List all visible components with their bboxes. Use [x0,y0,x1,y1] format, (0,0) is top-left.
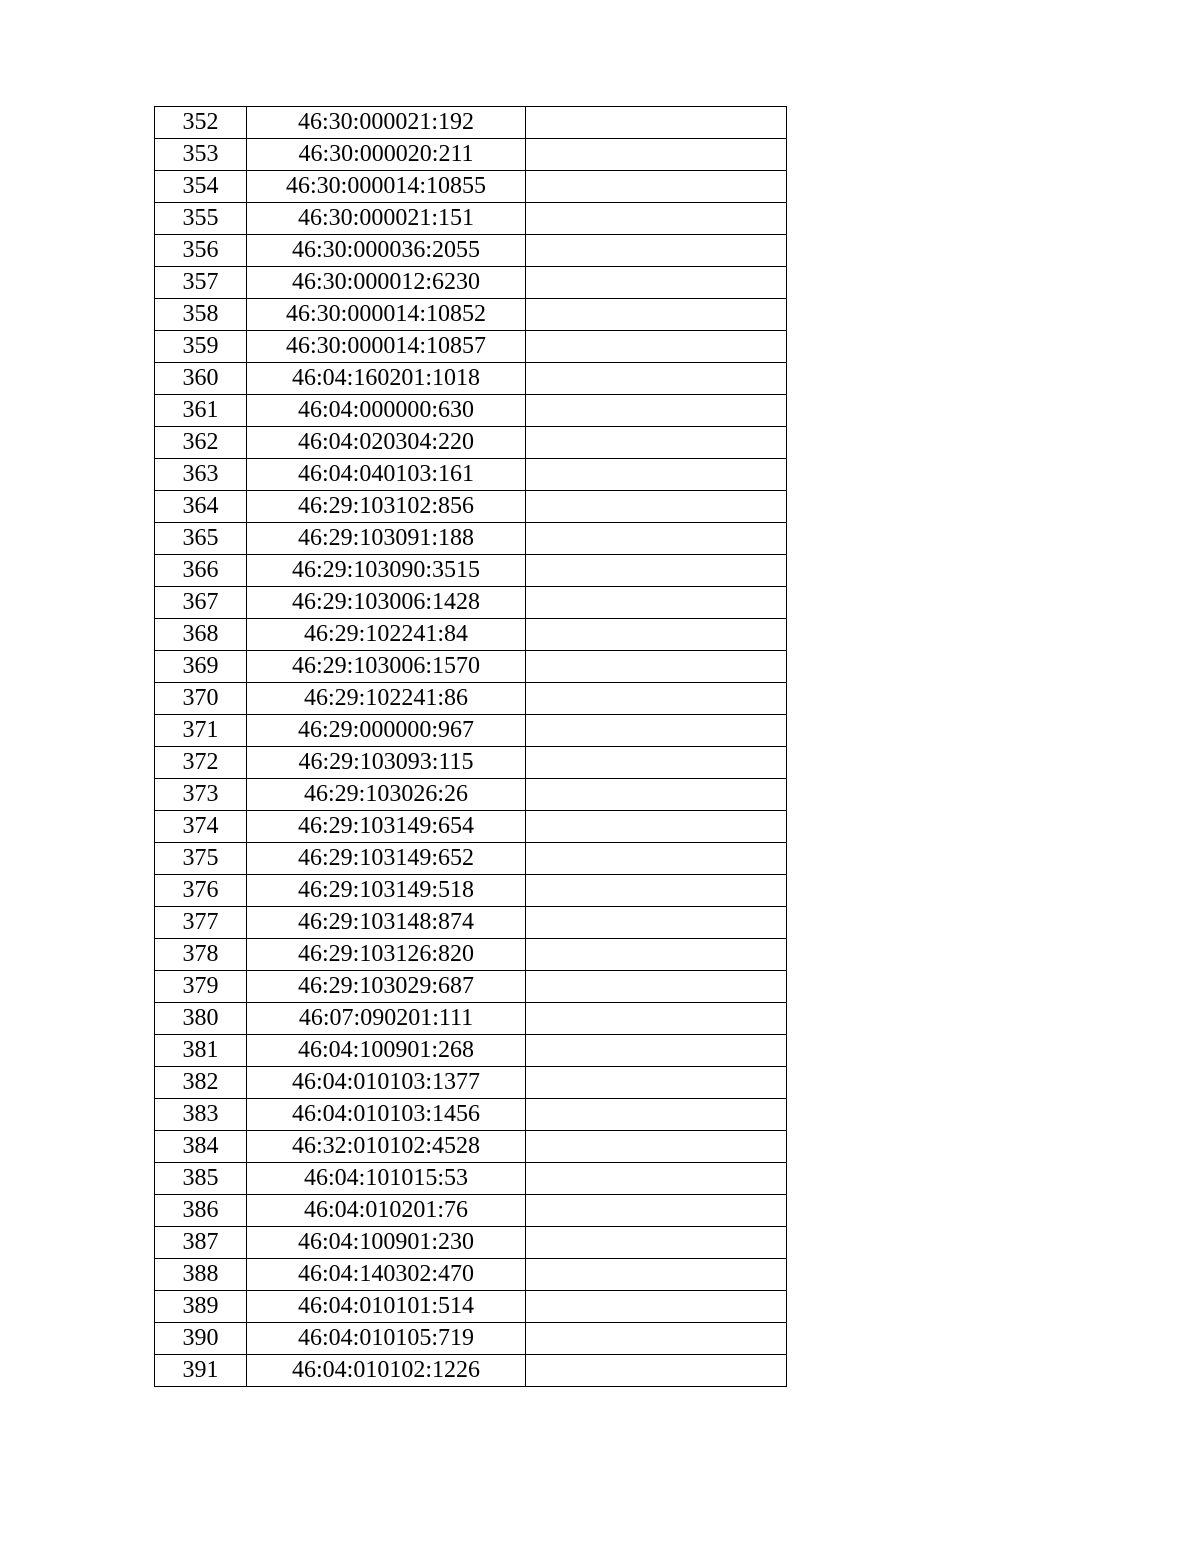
cadastral-number-cell: 46:04:000000:630 [247,395,526,427]
row-number-cell: 354 [155,171,247,203]
cadastral-number-cell: 46:04:010103:1377 [247,1067,526,1099]
cadastral-number-cell: 46:29:103026:26 [247,779,526,811]
row-number-cell: 372 [155,747,247,779]
cadastral-number-cell: 46:04:100901:230 [247,1227,526,1259]
cadastral-number-cell: 46:30:000021:192 [247,107,526,139]
empty-note-cell [526,1195,787,1227]
table-body [155,107,787,1387]
row-number-cell: 387 [155,1227,247,1259]
cadastral-number-cell: 46:04:040103:161 [247,459,526,491]
table-row [155,683,787,715]
empty-note-cell [526,619,787,651]
empty-note-cell [526,555,787,587]
cadastral-number-cell: 46:04:160201:1018 [247,363,526,395]
table-row [155,619,787,651]
empty-note-cell [526,139,787,171]
row-number-cell: 386 [155,1195,247,1227]
table-row [155,779,787,811]
table-row [155,1195,787,1227]
cadastral-number-cell: 46:29:103090:3515 [247,555,526,587]
row-number-cell: 384 [155,1131,247,1163]
row-number-cell: 376 [155,875,247,907]
empty-note-cell [526,395,787,427]
cadastral-number-cell: 46:04:010105:719 [247,1323,526,1355]
row-number-cell: 364 [155,491,247,523]
row-number-cell: 366 [155,555,247,587]
table-row [155,523,787,555]
cadastral-number-cell: 46:29:103093:115 [247,747,526,779]
empty-note-cell [526,971,787,1003]
empty-note-cell [526,1099,787,1131]
table-row [155,747,787,779]
row-number-cell: 363 [155,459,247,491]
cadastral-number-cell: 46:29:103149:652 [247,843,526,875]
empty-note-cell [526,651,787,683]
cadastral-number-cell: 46:04:010201:76 [247,1195,526,1227]
empty-note-cell [526,1323,787,1355]
row-number-cell: 357 [155,267,247,299]
cadastral-number-cell: 46:29:103029:687 [247,971,526,1003]
table-row [155,107,787,139]
empty-note-cell [526,491,787,523]
row-number-cell: 381 [155,1035,247,1067]
table-row [155,651,787,683]
cadastral-number-cell: 46:04:010101:514 [247,1291,526,1323]
table-row [155,331,787,363]
cadastral-number-cell: 46:29:000000:967 [247,715,526,747]
row-number-cell: 390 [155,1323,247,1355]
cadastral-number-cell: 46:29:103006:1428 [247,587,526,619]
cadastral-number-cell: 46:30:000014:10855 [247,171,526,203]
table-row [155,363,787,395]
empty-note-cell [526,1035,787,1067]
row-number-cell: 377 [155,907,247,939]
empty-note-cell [526,843,787,875]
empty-note-cell [526,747,787,779]
table-row [155,715,787,747]
table-row [155,1131,787,1163]
cadastral-number-cell: 46:29:103102:856 [247,491,526,523]
empty-note-cell [526,107,787,139]
cadastral-number-cell: 46:29:103149:654 [247,811,526,843]
row-number-cell: 370 [155,683,247,715]
row-number-cell: 379 [155,971,247,1003]
table-row [155,427,787,459]
empty-note-cell [526,1131,787,1163]
cadastral-number-table [154,106,787,1387]
row-number-cell: 389 [155,1291,247,1323]
empty-note-cell [526,715,787,747]
cadastral-number-cell: 46:30:000014:10857 [247,331,526,363]
row-number-cell: 383 [155,1099,247,1131]
cadastral-number-cell: 46:30:000014:10852 [247,299,526,331]
row-number-cell: 388 [155,1259,247,1291]
row-number-cell: 375 [155,843,247,875]
empty-note-cell [526,587,787,619]
empty-note-cell [526,459,787,491]
table-row [155,971,787,1003]
cadastral-number-cell: 46:30:000021:151 [247,203,526,235]
table-row [155,1227,787,1259]
table-row [155,587,787,619]
empty-note-cell [526,1163,787,1195]
table-row [155,203,787,235]
row-number-cell: 369 [155,651,247,683]
row-number-cell: 356 [155,235,247,267]
empty-note-cell [526,875,787,907]
table-row [155,1259,787,1291]
cadastral-number-cell: 46:29:103091:188 [247,523,526,555]
cadastral-number-cell: 46:04:010103:1456 [247,1099,526,1131]
row-number-cell: 380 [155,1003,247,1035]
cadastral-number-cell: 46:30:000020:211 [247,139,526,171]
empty-note-cell [526,267,787,299]
row-number-cell: 371 [155,715,247,747]
table-row [155,811,787,843]
empty-note-cell [526,1067,787,1099]
table-row [155,843,787,875]
table-row [155,267,787,299]
empty-note-cell [526,1291,787,1323]
empty-note-cell [526,427,787,459]
cadastral-number-cell: 46:32:010102:4528 [247,1131,526,1163]
table-row [155,1323,787,1355]
empty-note-cell [526,299,787,331]
table-row [155,1163,787,1195]
cadastral-number-cell: 46:04:010102:1226 [247,1355,526,1387]
row-number-cell: 374 [155,811,247,843]
table-row [155,171,787,203]
table-row [155,907,787,939]
row-number-cell: 378 [155,939,247,971]
table-row [155,875,787,907]
empty-note-cell [526,1355,787,1387]
cadastral-number-cell: 46:29:103149:518 [247,875,526,907]
cadastral-number-cell: 46:04:020304:220 [247,427,526,459]
empty-note-cell [526,1227,787,1259]
row-number-cell: 355 [155,203,247,235]
row-number-cell: 385 [155,1163,247,1195]
empty-note-cell [526,203,787,235]
row-number-cell: 367 [155,587,247,619]
row-number-cell: 353 [155,139,247,171]
cadastral-number-cell: 46:07:090201:111 [247,1003,526,1035]
table-row [155,491,787,523]
table-row [155,459,787,491]
cadastral-number-cell: 46:04:140302:470 [247,1259,526,1291]
empty-note-cell [526,363,787,395]
cadastral-number-cell: 46:30:000012:6230 [247,267,526,299]
table-row [155,939,787,971]
row-number-cell: 360 [155,363,247,395]
cadastral-number-cell: 46:29:103006:1570 [247,651,526,683]
cadastral-number-cell: 46:29:102241:84 [247,619,526,651]
row-number-cell: 352 [155,107,247,139]
empty-note-cell [526,811,787,843]
cadastral-number-cell: 46:29:102241:86 [247,683,526,715]
table-row [155,395,787,427]
row-number-cell: 359 [155,331,247,363]
cadastral-number-cell: 46:04:101015:53 [247,1163,526,1195]
row-number-cell: 362 [155,427,247,459]
row-number-cell: 382 [155,1067,247,1099]
table-row [155,1067,787,1099]
table-row [155,1355,787,1387]
row-number-cell: 358 [155,299,247,331]
row-number-cell: 361 [155,395,247,427]
table-row [155,235,787,267]
cadastral-number-cell: 46:29:103148:874 [247,907,526,939]
empty-note-cell [526,683,787,715]
empty-note-cell [526,171,787,203]
table-row [155,139,787,171]
empty-note-cell [526,331,787,363]
cadastral-number-cell: 46:30:000036:2055 [247,235,526,267]
row-number-cell: 391 [155,1355,247,1387]
empty-note-cell [526,939,787,971]
table-row [155,1035,787,1067]
empty-note-cell [526,1003,787,1035]
cadastral-number-cell: 46:04:100901:268 [247,1035,526,1067]
empty-note-cell [526,907,787,939]
empty-note-cell [526,235,787,267]
row-number-cell: 373 [155,779,247,811]
table-row [155,1099,787,1131]
table-row [155,555,787,587]
table-row [155,1291,787,1323]
empty-note-cell [526,1259,787,1291]
empty-note-cell [526,779,787,811]
row-number-cell: 365 [155,523,247,555]
table-row [155,299,787,331]
cadastral-number-cell: 46:29:103126:820 [247,939,526,971]
table-row [155,1003,787,1035]
empty-note-cell [526,523,787,555]
row-number-cell: 368 [155,619,247,651]
